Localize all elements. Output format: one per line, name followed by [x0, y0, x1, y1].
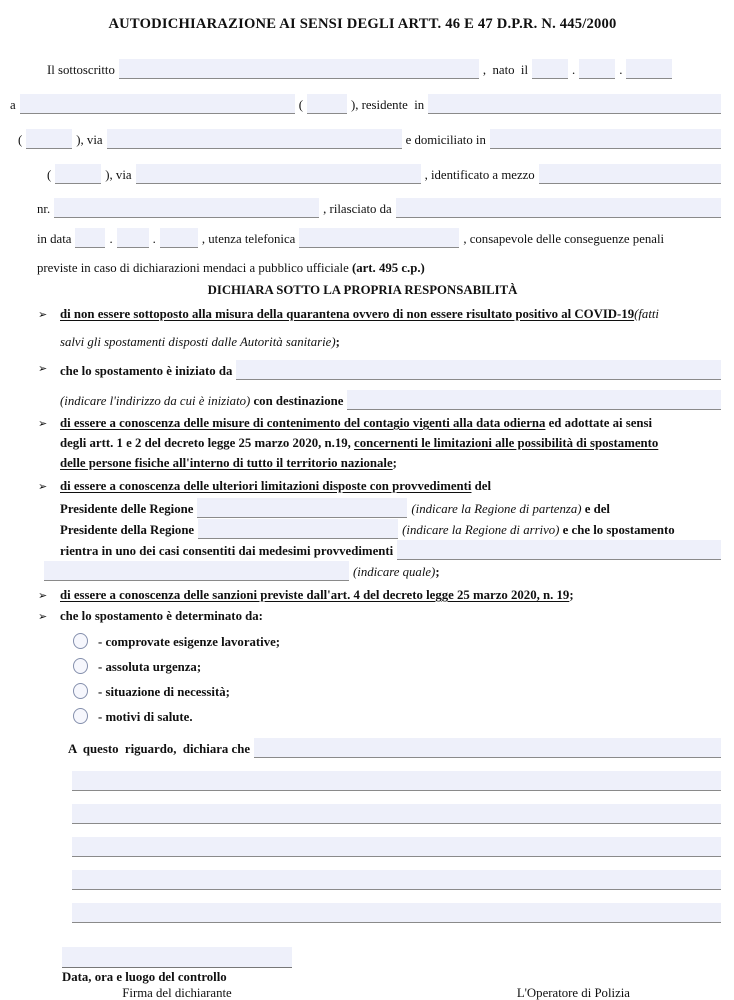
declaration-detail-row [68, 738, 725, 758]
radio-work-needs-label: - comprovate esigenze lavorative; [98, 635, 281, 649]
destination-field[interactable] [347, 390, 721, 410]
text-segment: di essere a conoscenza delle misure di contenimento del contagio vigenti alla data odierna [60, 416, 546, 430]
text-segment: ( [298, 98, 303, 112]
id-number-row [37, 198, 725, 218]
text-segment: del [471, 479, 492, 493]
bullet-measures [38, 415, 725, 432]
free-text-line-2[interactable] [72, 804, 721, 824]
residence-row [18, 129, 725, 149]
form-line [73, 633, 725, 651]
control-label: Data, ora e luogo del controllo [62, 970, 227, 984]
text-segment: ; [335, 335, 340, 349]
id-issuer-field[interactable] [396, 198, 721, 218]
arrival-region-field[interactable] [198, 519, 398, 539]
permitted-case-row-2 [40, 561, 725, 581]
text-segment: , nato il [482, 63, 529, 77]
bullet-quarantine [38, 306, 725, 323]
birth-place-row [10, 94, 725, 114]
text-segment: ), via [105, 168, 132, 182]
arrival-region-row [60, 519, 725, 539]
form-line [73, 683, 725, 701]
bullet-measures-cont2 [60, 455, 725, 472]
text-segment: (fatti [634, 307, 659, 321]
id-type-field[interactable] [539, 164, 721, 184]
police-operator-label: L'Operatore di Polizia [516, 986, 630, 1000]
text-segment: salvi gli spostamenti disposti dalle Autorità sanitarie) [60, 335, 336, 349]
permitted-case-row [60, 540, 725, 560]
free-text-row [68, 837, 725, 857]
text-segment: delle persone fisiche all'interno di tutto il territorio nazionale [60, 456, 393, 470]
text-segment: ( [18, 133, 23, 147]
id-issue-month-field[interactable] [117, 228, 149, 248]
departure-region-field[interactable] [197, 498, 407, 518]
declarant-signature-label: Firma del dichiarante [122, 986, 232, 1000]
document-title: AUTODICHIARAZIONE AI SENSI DEGLI ARTT. 46 E 47 D.P.R. N. 445/2000 [108, 16, 617, 32]
free-text-line-4[interactable] [72, 870, 721, 890]
birth-day-field[interactable] [532, 59, 568, 79]
id-date-phone-row [37, 228, 725, 248]
permitted-case-field[interactable] [397, 540, 721, 560]
free-text-row [68, 903, 725, 923]
text-segment: ( [47, 168, 52, 182]
text-segment: DICHIARA SOTTO LA PROPRIA RESPONSABILITÀ [207, 283, 518, 297]
text-segment: a [10, 98, 16, 112]
text-segment: di essere a conoscenza delle ulteriori limitazioni disposte con provvedimenti [60, 479, 472, 493]
signature-area [62, 947, 725, 1000]
text-segment: . [619, 63, 623, 77]
text-segment: ), residente in [350, 98, 425, 112]
penalty-row [37, 260, 725, 277]
radio-necessity[interactable] [73, 683, 88, 699]
subscriber-row [47, 59, 725, 79]
text-segment: e del [581, 502, 610, 516]
domicile-city-field[interactable] [490, 129, 721, 149]
bullet-origin-cont [60, 390, 725, 410]
bullet-arrow-icon: ➢ [38, 480, 48, 493]
id-number-field[interactable] [54, 198, 319, 218]
text-segment: in data [37, 232, 72, 246]
bullet-regional-limits [38, 478, 725, 495]
free-text-line-1[interactable] [72, 771, 721, 791]
bullet-arrow-icon: ➢ [38, 362, 48, 375]
birth-month-field[interactable] [579, 59, 615, 79]
text-segment: Il sottoscritto [47, 63, 115, 77]
text-segment: ; [569, 588, 574, 602]
text-segment: con destinazione [250, 394, 344, 408]
free-text-row [68, 870, 725, 890]
text-segment: nr. [37, 202, 51, 216]
text-segment: . [109, 232, 113, 246]
free-text-line-3[interactable] [72, 837, 721, 857]
free-text-row [68, 771, 725, 791]
text-segment: (art. 495 c.p.) [351, 261, 425, 275]
phone-field[interactable] [299, 228, 459, 248]
text-segment: previste in caso di dichiarazioni mendaci a pubblico ufficiale [37, 261, 352, 275]
bullet-arrow-icon: ➢ [38, 610, 48, 623]
text-segment: rientra in uno dei casi consentiti dai medesimi provvedimenti [60, 544, 394, 558]
text-segment: Presidente delle Regione [60, 502, 194, 516]
bullet-arrow-icon: ➢ [38, 589, 48, 602]
text-segment: , rilasciato da [323, 202, 392, 216]
radio-absolute-urgency[interactable] [73, 658, 88, 674]
text-segment: che lo spostamento è determinato da: [60, 609, 263, 623]
radio-absolute-urgency-label: - assoluta urgenza; [98, 660, 202, 674]
text-segment: Presidente della Regione [60, 523, 195, 537]
text-segment: e che lo spostamento [559, 523, 675, 537]
radio-necessity-label: - situazione di necessità; [98, 685, 230, 699]
declaration-heading [0, 282, 725, 299]
text-segment: ), via [76, 133, 103, 147]
text-segment: (indicare la Regione di arrivo) [402, 523, 560, 537]
birth-year-field[interactable] [626, 59, 672, 79]
bullet-measures-cont1 [60, 435, 725, 452]
text-segment: A questo riguardo, dichiara che [68, 742, 251, 756]
bullet-arrow-icon: ➢ [38, 308, 48, 321]
id-issue-year-field[interactable] [160, 228, 198, 248]
control-signature-block [62, 947, 292, 1000]
domicile-row [47, 164, 725, 184]
form-body [0, 59, 725, 923]
bullet-origin [38, 360, 725, 380]
text-segment: , identificato a mezzo [424, 168, 535, 182]
permitted-case-field-2[interactable] [44, 561, 349, 581]
residence-city-field[interactable] [428, 94, 721, 114]
text-segment: degli artt. 1 e 2 del decreto legge 25 marzo 2020, n.19, [60, 436, 355, 450]
text-segment: (indicare la Regione di partenza) [411, 502, 582, 516]
text-segment: e domiciliato in [405, 133, 486, 147]
origin-address-field[interactable] [236, 360, 721, 380]
domicile-province-field[interactable] [55, 164, 101, 184]
text-segment: ; [392, 456, 397, 470]
text-segment: di essere a conoscenza delle sanzioni previste dall'art. 4 del decreto legge 25 marzo 2020, n. 19 [60, 588, 570, 602]
birth-place-field[interactable] [20, 94, 295, 114]
text-segment: ; [435, 565, 440, 579]
text-segment: di non essere sottoposto alla misura della quarantena ovvero di non essere risultato positivo al COVID-19 [60, 307, 635, 321]
text-segment: , utenza telefonica [201, 232, 296, 246]
departure-region-row [60, 498, 725, 518]
birth-province-field[interactable] [307, 94, 347, 114]
id-issue-day-field[interactable] [75, 228, 105, 248]
bullet-sanctions [38, 587, 725, 604]
form-line [73, 708, 725, 726]
declarant-name-field[interactable] [119, 59, 479, 79]
text-segment: ed adottate ai sensi [545, 416, 653, 430]
radio-work-needs[interactable] [73, 633, 88, 649]
text-segment: che lo spostamento è iniziato da [60, 364, 233, 378]
bullet-arrow-icon: ➢ [38, 417, 48, 430]
bullet-reason [38, 608, 725, 625]
text-segment: . [152, 232, 156, 246]
text-segment: , consapevole delle conseguenze penali [463, 232, 665, 246]
radio-health-reasons[interactable] [73, 708, 88, 724]
bullet-quarantine-cont [60, 334, 725, 351]
text-segment: (indicare quale) [353, 565, 436, 579]
form-line [73, 658, 725, 676]
domicile-street-field[interactable] [136, 164, 421, 184]
declaration-detail-field[interactable] [254, 738, 721, 758]
residence-province-field[interactable] [26, 129, 72, 149]
free-text-line-5[interactable] [72, 903, 721, 923]
text-segment: concernenti le limitazioni alle possibilità di spostamento [354, 436, 659, 450]
residence-street-field[interactable] [107, 129, 402, 149]
text-segment: . [572, 63, 576, 77]
control-date-place-field[interactable] [62, 947, 292, 968]
text-segment: (indicare l'indirizzo da cui è iniziato) [60, 394, 251, 408]
radio-health-reasons-label: - motivi di salute. [98, 710, 193, 724]
free-text-row [68, 804, 725, 824]
